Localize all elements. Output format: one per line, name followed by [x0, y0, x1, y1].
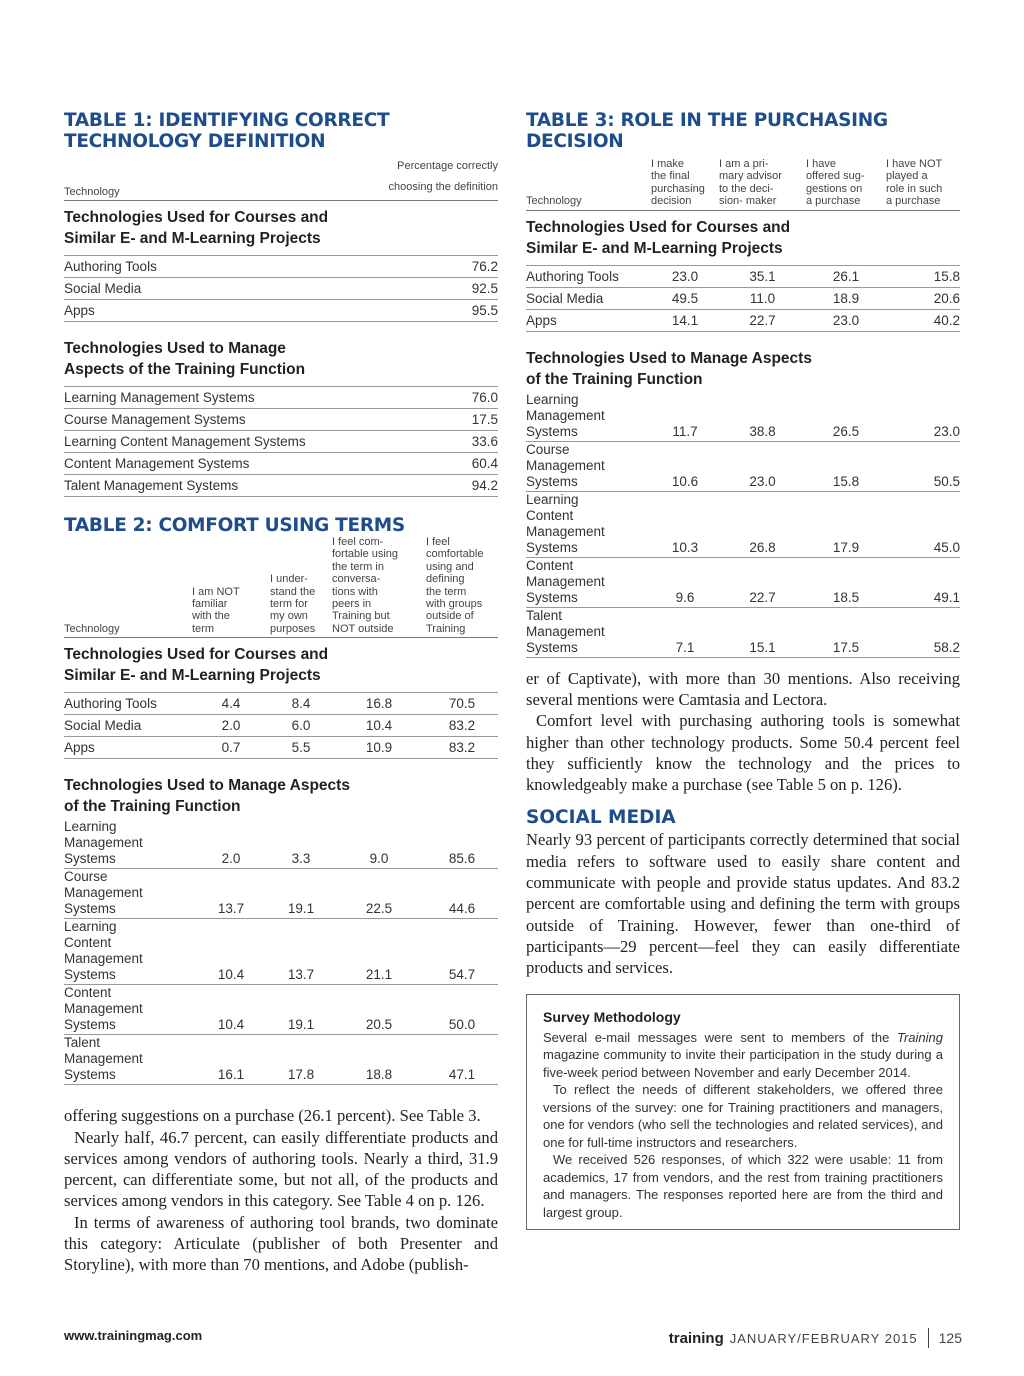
table-row — [526, 558, 960, 608]
row-value: 15.8 — [832, 473, 860, 489]
table-row — [526, 442, 960, 492]
header-line: familiar — [192, 598, 228, 611]
table1-section-heading: Technologies Used to Manage Aspects of the Training Function — [64, 340, 306, 378]
label-line: Talent — [526, 607, 563, 623]
header-line: I am a pri- — [719, 158, 769, 170]
row-label — [526, 558, 651, 606]
label-line: Systems — [526, 589, 578, 605]
row-value: 26.8 — [749, 539, 776, 555]
row-value: 23.0 — [749, 473, 776, 489]
header-technology: Technology — [64, 622, 120, 635]
box-paragraph: We received 526 responses, of which 322 were usable: 11 from academics, 17 from vendors, and the rest from training practitioners and managers. The responses reported here are from the third and largest group. — [543, 1152, 943, 1220]
header-line: I have NOT — [886, 158, 943, 170]
table1-rows-manage — [64, 386, 498, 497]
row-value: 76.2 — [471, 259, 498, 274]
label-line: Management — [64, 885, 143, 901]
row-value: 13.7 — [217, 901, 245, 917]
row-label: Content Management Systems — [64, 456, 250, 471]
row-label: Learning Content Management Systems — [64, 434, 306, 449]
box-paragraph: Several e-mail messages were sent to members of the Training magazine community to invite their participation in the study during a five-week period between November and early December 2014. — [543, 1029, 943, 1080]
header-line: comfortable — [426, 548, 484, 561]
row-value: 2.0 — [221, 718, 241, 734]
row-value: 10.9 — [365, 740, 393, 756]
label-line: Management — [526, 407, 605, 423]
body-paragraph: In terms of awareness of authoring tool brands, two dominate this category: Articulate (publisher of both Presenter and Storyline), with more than 70 mentions, and Adobe (publish- — [64, 1212, 498, 1275]
table2-header — [64, 536, 498, 638]
label-line: Systems — [64, 967, 116, 983]
table-row — [64, 985, 498, 1035]
table-row — [64, 278, 498, 300]
table3-header — [526, 158, 960, 211]
row-value: 50.5 — [933, 473, 960, 489]
table1 — [64, 110, 498, 497]
label-line: Management — [64, 835, 143, 851]
row-value: 15.8 — [933, 268, 960, 284]
row-value: 14.1 — [671, 312, 699, 328]
header-line: I feel com- — [332, 536, 384, 548]
header-line: using and — [426, 560, 474, 573]
header-column — [886, 158, 960, 208]
header-column — [192, 586, 270, 636]
table2-title: TABLE 2: COMFORT USING TERMS — [64, 515, 405, 536]
table3 — [526, 110, 960, 658]
header-line: with the — [192, 610, 230, 623]
row-value: 11.7 — [672, 423, 698, 439]
header-line: purchasing — [651, 182, 705, 195]
header-line: sion- maker — [719, 195, 777, 208]
table-row — [64, 819, 498, 869]
header-line: term for — [270, 598, 308, 611]
row-value: 11.0 — [749, 290, 776, 306]
row-value: 10.4 — [365, 718, 393, 734]
row-value: 9.0 — [369, 851, 389, 867]
row-value: 23.0 — [933, 423, 960, 439]
row-label: Learning Management Systems — [64, 390, 255, 405]
header-line: I am NOT — [192, 585, 240, 598]
header-line: outside of — [426, 610, 474, 623]
label-line: Learning — [526, 391, 579, 407]
row-value: 19.1 — [287, 1017, 315, 1033]
body-paragraph: er of Captivate), with more than 30 mentions. Also receiving several mentions were Camtasia and Lectora. — [526, 668, 960, 709]
header-column — [270, 573, 332, 635]
table-row — [526, 265, 960, 288]
table-row — [526, 608, 960, 658]
label-line: Systems — [64, 901, 116, 917]
label-line: Content — [64, 935, 112, 951]
row-value: 6.0 — [291, 718, 311, 734]
row-value: 76.0 — [471, 390, 498, 405]
header-line: I feel — [426, 536, 450, 548]
header-line: played a — [886, 170, 928, 183]
header-line: tions with — [332, 585, 378, 598]
row-value: 38.8 — [749, 423, 776, 439]
table-row — [64, 715, 498, 737]
row-value: 18.8 — [365, 1067, 393, 1083]
box-paragraph: To reflect the needs of different stakeholders, we offered three versions of the survey: one for Training practitioners and managers, one for vendors (who sell the technologies and related services), and one for full-time instructors and researchers. — [543, 1082, 943, 1150]
row-value: 22.5 — [365, 901, 393, 917]
label-line: Content — [64, 985, 112, 1001]
header-line: the final — [651, 170, 690, 183]
label-line: Learning — [526, 491, 579, 507]
row-value: 15.1 — [749, 639, 776, 655]
table-row — [526, 288, 960, 310]
label-line: Content — [526, 557, 574, 573]
footer-page-number: 125 — [938, 1330, 962, 1346]
row-label: Apps — [64, 740, 95, 756]
table1-header: Technology Percentage correctly choosing the definition — [64, 156, 498, 201]
header-line: I under- — [270, 573, 308, 586]
row-value: 17.9 — [832, 539, 860, 555]
row-value: 10.6 — [671, 473, 699, 489]
row-value: 16.1 — [217, 1067, 245, 1083]
row-value: 44.6 — [448, 901, 476, 917]
body-text-left — [64, 1105, 498, 1275]
row-label: Authoring Tools — [526, 268, 619, 284]
row-value: 10.4 — [217, 967, 245, 983]
row-value: 20.6 — [933, 290, 960, 306]
row-value: 54.7 — [448, 967, 476, 983]
row-label: Social Media — [526, 290, 604, 306]
label-line: Systems — [64, 1017, 116, 1033]
table-row — [64, 692, 498, 715]
row-value: 9.6 — [675, 589, 695, 605]
row-label — [526, 392, 651, 440]
row-value: 60.4 — [471, 456, 498, 471]
table-row — [64, 475, 498, 497]
header-line: Training but — [332, 610, 390, 623]
row-value: 85.6 — [448, 851, 476, 867]
row-value: 18.9 — [832, 290, 860, 306]
row-value: 95.5 — [471, 303, 498, 318]
survey-methodology-box — [526, 994, 960, 1230]
row-value: 33.6 — [471, 434, 498, 449]
row-value: 23.0 — [671, 268, 699, 284]
body-paragraph: Nearly half, 46.7 percent, can easily differentiate products and services among vendors of authoring tools. Nearly a third, 31.9 percent, can differentiate some, but not all, of the products and services among vendors in this category. See Table 4 on p. 126. — [64, 1127, 498, 1211]
label-line: Course — [526, 441, 570, 457]
table3-rows-courses — [526, 265, 960, 332]
social-media-text: Nearly 93 percent of participants correctly determined that social media refers to software used to easily share content and communicate with people and provide status updates. And 83.2 percent are comfortable using and defining the term with groups outside of Training. However, fewer than one-third of participants—29 percent—feel they can easily differentiate products and services. — [526, 830, 960, 978]
footer-date: JANUARY/FEBRUARY 2015 — [729, 1330, 918, 1346]
row-label — [526, 442, 651, 490]
table-row — [64, 431, 498, 453]
header-line: stand the — [270, 585, 316, 598]
table3-title: TABLE 3: ROLE IN THE PURCHASING DECISION — [526, 110, 888, 152]
row-value: 2.0 — [221, 851, 241, 867]
row-value: 8.4 — [291, 696, 311, 712]
row-label: Authoring Tools — [64, 259, 157, 274]
row-value: 26.1 — [832, 268, 860, 284]
label-line: Management — [64, 1001, 143, 1017]
row-value: 49.5 — [671, 290, 699, 306]
table-row — [64, 409, 498, 431]
header-line: the term — [426, 585, 467, 598]
label-line: Management — [64, 1051, 143, 1067]
header-line: a purchase — [886, 195, 941, 208]
row-label — [64, 985, 192, 1033]
table-row — [64, 386, 498, 409]
row-value: 7.1 — [675, 639, 695, 655]
left-column — [64, 110, 498, 1276]
label-line: Management — [526, 623, 605, 639]
row-value: 22.7 — [749, 589, 776, 605]
row-label: Apps — [64, 303, 95, 318]
header-line: NOT outside — [332, 622, 394, 635]
label-line: Systems — [526, 539, 578, 555]
header-line: a purchase — [806, 195, 861, 208]
header-line: conversa- — [332, 573, 381, 586]
table2-section-heading: Technologies Used to Manage Aspects of the Training Function — [64, 777, 350, 816]
row-value: 58.2 — [933, 639, 960, 655]
table2-section-heading: Technologies Used for Courses and Similar E- and M-Learning Projects — [64, 646, 329, 685]
row-label — [64, 869, 192, 917]
header-line: the term in — [332, 560, 384, 573]
header-line: Training — [426, 622, 466, 635]
table-row — [64, 255, 498, 278]
table-row — [64, 453, 498, 475]
row-value: 94.2 — [471, 478, 498, 493]
table2-rows-manage — [64, 819, 498, 1085]
footer-url[interactable]: www.trainingmag.com — [64, 1328, 203, 1343]
header-line: I make — [651, 158, 685, 170]
label-line: Systems — [64, 1067, 116, 1083]
table-row — [526, 392, 960, 442]
table3-rows-manage — [526, 392, 960, 658]
table-row — [64, 869, 498, 919]
row-value: 45.0 — [933, 539, 960, 555]
table-row — [526, 310, 960, 332]
label-line: Management — [526, 523, 605, 539]
row-value: 10.4 — [217, 1017, 245, 1033]
label-line: Management — [526, 457, 605, 473]
table2-rows-courses — [64, 692, 498, 759]
table-row — [64, 919, 498, 985]
row-value: 3.3 — [291, 851, 311, 867]
row-value: 22.7 — [749, 312, 776, 328]
label-line: Content — [526, 507, 574, 523]
row-value: 13.7 — [287, 967, 315, 983]
table1-section-heading: Technologies Used for Courses and Similar E- and M-Learning Projects — [64, 209, 329, 247]
header-line: gestions on — [806, 182, 863, 195]
row-label: Apps — [526, 312, 557, 328]
header-column — [806, 158, 886, 208]
row-value: 50.0 — [448, 1017, 476, 1033]
row-value: 17.8 — [287, 1067, 315, 1083]
header-line: peers in — [332, 598, 372, 611]
row-value: 16.8 — [365, 696, 393, 712]
table1-title: TABLE 1: IDENTIFYING CORRECT TECHNOLOGY DEFINITION — [64, 110, 390, 152]
row-value: 18.5 — [832, 589, 860, 605]
row-label: Authoring Tools — [64, 696, 157, 712]
table-row — [64, 1035, 498, 1085]
header-column — [719, 158, 806, 208]
footer-issue — [669, 1328, 962, 1348]
body-paragraph: offering suggestions on a purchase (26.1 percent). See Table 3. — [64, 1106, 481, 1126]
header-line: I have — [806, 158, 836, 170]
row-label: Course Management Systems — [64, 412, 246, 427]
header-column — [426, 536, 498, 635]
row-value: 20.5 — [365, 1017, 393, 1033]
row-value: 19.1 — [287, 901, 315, 917]
header-line: purposes — [270, 622, 316, 635]
label-line: Learning — [64, 919, 117, 935]
header-line: my own — [270, 610, 308, 623]
row-value: 26.5 — [832, 423, 860, 439]
row-label — [64, 1035, 192, 1083]
header-line: role in such — [886, 182, 943, 195]
row-value: 47.1 — [448, 1067, 476, 1083]
row-value: 40.2 — [933, 312, 960, 328]
row-label: Social Media — [64, 718, 142, 734]
row-value: 10.3 — [671, 539, 699, 555]
header-column — [651, 158, 719, 208]
label-line: Talent — [64, 1035, 101, 1051]
row-value: 4.4 — [221, 696, 241, 712]
header-line: decision — [651, 195, 692, 208]
footer-brand: training — [668, 1329, 724, 1347]
row-value: 83.2 — [448, 740, 476, 756]
row-value: 21.1 — [365, 967, 393, 983]
row-value: 92.5 — [471, 281, 498, 296]
row-label — [526, 608, 651, 656]
label-line: Systems — [526, 423, 578, 439]
box-title: Survey Methodology — [543, 1009, 681, 1026]
row-value: 70.5 — [448, 696, 476, 712]
row-value: 0.7 — [221, 740, 241, 756]
header-technology: Technology — [526, 195, 582, 208]
label-line: Systems — [526, 473, 578, 489]
header-line: mary advisor — [719, 170, 782, 183]
header-line: offered sug- — [806, 170, 865, 183]
label-line: Learning — [64, 819, 117, 835]
row-value: 49.1 — [933, 589, 960, 605]
table3-section-heading: Technologies Used for Courses and Similar E- and M-Learning Projects — [526, 218, 791, 257]
row-value: 17.5 — [471, 412, 498, 427]
footer-divider — [928, 1328, 929, 1348]
body-paragraph: Comfort level with purchasing authoring tools is somewhat higher than other technology products. Some 50.4 percent feel they sufficiently know the technology and the prices to knowledgeably make a purchase (see Table 5 on p. 126). — [526, 711, 960, 795]
table-row — [64, 300, 498, 322]
social-media-heading: SOCIAL MEDIA — [526, 807, 676, 829]
row-value: 35.1 — [749, 268, 776, 284]
body-text-right — [526, 668, 960, 796]
row-label — [64, 919, 192, 983]
row-label — [64, 819, 192, 867]
right-column — [526, 110, 960, 1230]
table-row — [64, 737, 498, 759]
row-label: Social Media — [64, 281, 142, 296]
table2 — [64, 515, 498, 1085]
label-line: Management — [526, 573, 605, 589]
row-value: 17.5 — [832, 639, 860, 655]
header-line: defining — [426, 573, 465, 586]
label-line: Systems — [526, 639, 578, 655]
row-label: Talent Management Systems — [64, 478, 239, 493]
row-label — [526, 492, 651, 556]
header-line: to the deci- — [719, 182, 774, 195]
label-line: Systems — [64, 851, 116, 867]
header-line: with groups — [426, 598, 483, 611]
label-line: Management — [64, 951, 143, 967]
header-column — [332, 536, 426, 635]
row-value: 23.0 — [832, 312, 860, 328]
row-value: 83.2 — [448, 718, 476, 734]
label-line: Course — [64, 869, 108, 885]
row-value: 5.5 — [291, 740, 311, 756]
table3-section-heading: Technologies Used to Manage Aspects of the Training Function — [526, 349, 812, 388]
table-row — [526, 492, 960, 558]
header-line: fortable using — [332, 548, 399, 561]
table1-rows-courses — [64, 255, 498, 322]
header-line: term — [192, 622, 214, 635]
